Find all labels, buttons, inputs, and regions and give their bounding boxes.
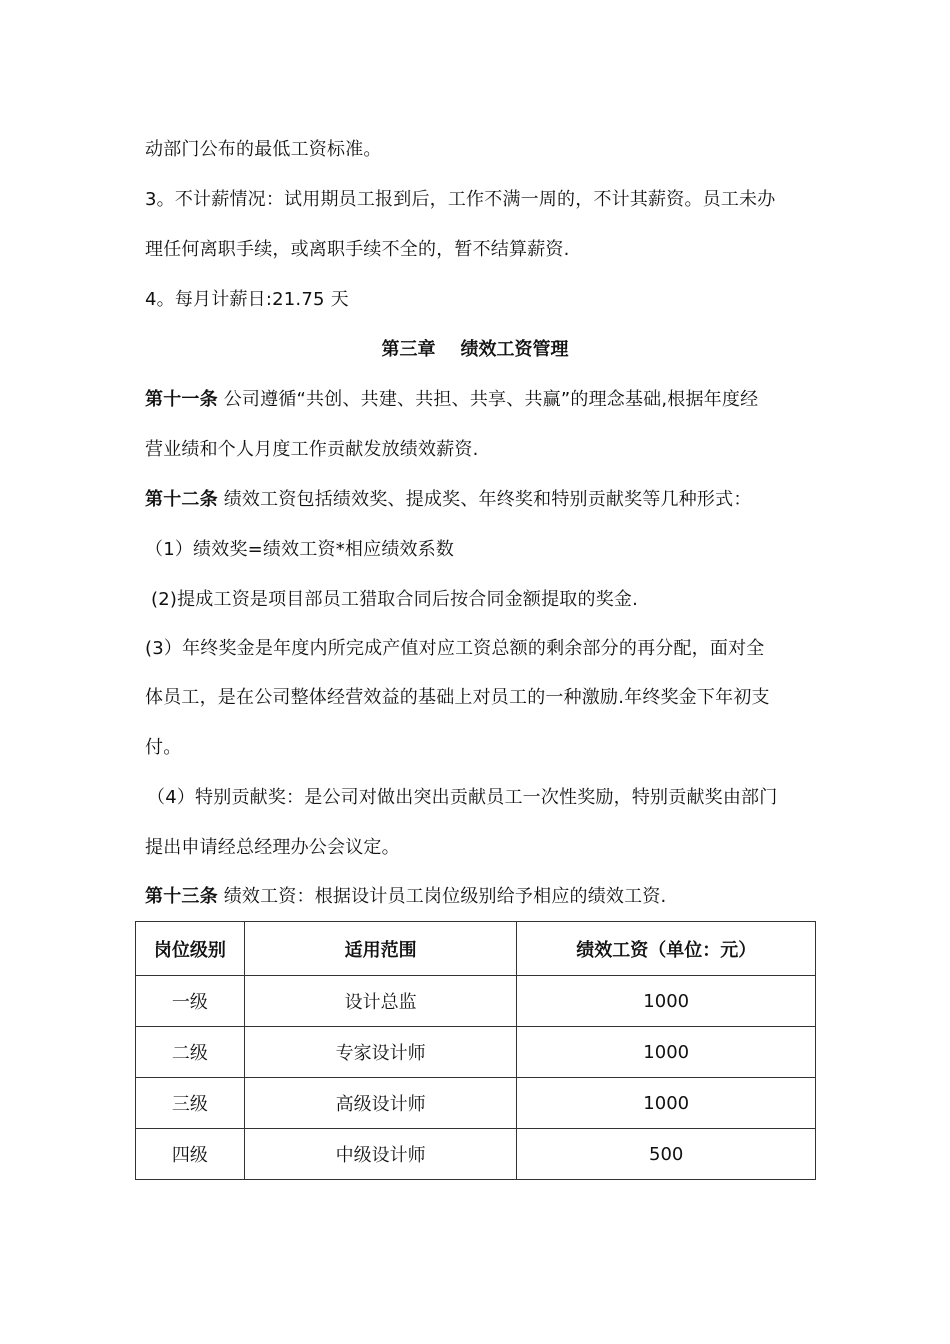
list-item: (3）年终奖金是年度内所完成产值对应工资总额的剩余部分的再分配，面对全 bbox=[145, 638, 765, 659]
chapter-title: 第三章 绩效工资管理 bbox=[381, 339, 569, 360]
paragraph-line: 3。不计薪情况：试用期员工报到后，工作不满一周的，不计其薪资。员工未办 bbox=[145, 189, 776, 210]
column-header: 岗位级别 bbox=[136, 922, 245, 976]
column-header: 绩效工资（单位：元） bbox=[517, 922, 816, 976]
column-header: 适用范围 bbox=[244, 922, 517, 976]
list-item: (2)提成工资是项目部员工猎取合同后按合同金额提取的奖金. bbox=[151, 589, 639, 610]
article-label: 第十三条 bbox=[145, 886, 218, 907]
article-12 bbox=[145, 488, 752, 512]
table-cell: 专家设计师 bbox=[244, 1027, 517, 1078]
paragraph-line: 体员工，是在公司整体经营效益的基础上对员工的一种激励.年终奖金下年初支 bbox=[145, 687, 770, 708]
article-text: 公司遵循“共创、共建、共担、共享、共赢”的理念基础,根据年度经 bbox=[217, 389, 759, 410]
table-cell: 1000 bbox=[517, 1078, 816, 1129]
article-text: 绩效工资包括绩效奖、提成奖、年终奖和特别贡献奖等几种形式： bbox=[217, 489, 752, 510]
table-cell: 四级 bbox=[136, 1129, 245, 1180]
article-text: 绩效工资：根据设计员工岗位级别给予相应的绩效工资. bbox=[217, 886, 667, 907]
table-row bbox=[136, 976, 816, 1027]
table-cell: 一级 bbox=[136, 976, 245, 1027]
paragraph-line: 4。每月计薪日:21.75 天 bbox=[145, 289, 349, 310]
table-cell: 设计总监 bbox=[244, 976, 517, 1027]
list-item: （1）绩效奖=绩效工资*相应绩效系数 bbox=[145, 539, 455, 560]
table-row bbox=[136, 1027, 816, 1078]
table-cell: 500 bbox=[517, 1129, 816, 1180]
table-row bbox=[136, 1129, 816, 1180]
table-row bbox=[136, 1078, 816, 1129]
table-cell: 高级设计师 bbox=[244, 1078, 517, 1129]
table-cell: 1000 bbox=[517, 976, 816, 1027]
table-cell: 三级 bbox=[136, 1078, 245, 1129]
table-cell: 中级设计师 bbox=[244, 1129, 517, 1180]
paragraph-line: 付。 bbox=[145, 737, 182, 758]
paragraph-line: 动部门公布的最低工资标准。 bbox=[145, 139, 382, 160]
salary-table bbox=[135, 921, 816, 1180]
table-cell: 二级 bbox=[136, 1027, 245, 1078]
table-cell: 1000 bbox=[517, 1027, 816, 1078]
article-label: 第十二条 bbox=[145, 489, 218, 510]
paragraph-line: 提出申请经总经理办公会议定。 bbox=[145, 837, 400, 858]
article-13 bbox=[145, 885, 666, 909]
table-header-row bbox=[136, 922, 816, 976]
article-11 bbox=[145, 388, 758, 412]
paragraph-line: 理任何离职手续，或离职手续不全的，暂不结算薪资. bbox=[145, 239, 570, 260]
article-label: 第十一条 bbox=[145, 389, 218, 410]
list-item: （4）特别贡献奖：是公司对做出突出贡献员工一次性奖励，特别贡献奖由部门 bbox=[147, 787, 778, 808]
paragraph-line: 营业绩和个人月度工作贡献发放绩效薪资. bbox=[145, 439, 479, 460]
